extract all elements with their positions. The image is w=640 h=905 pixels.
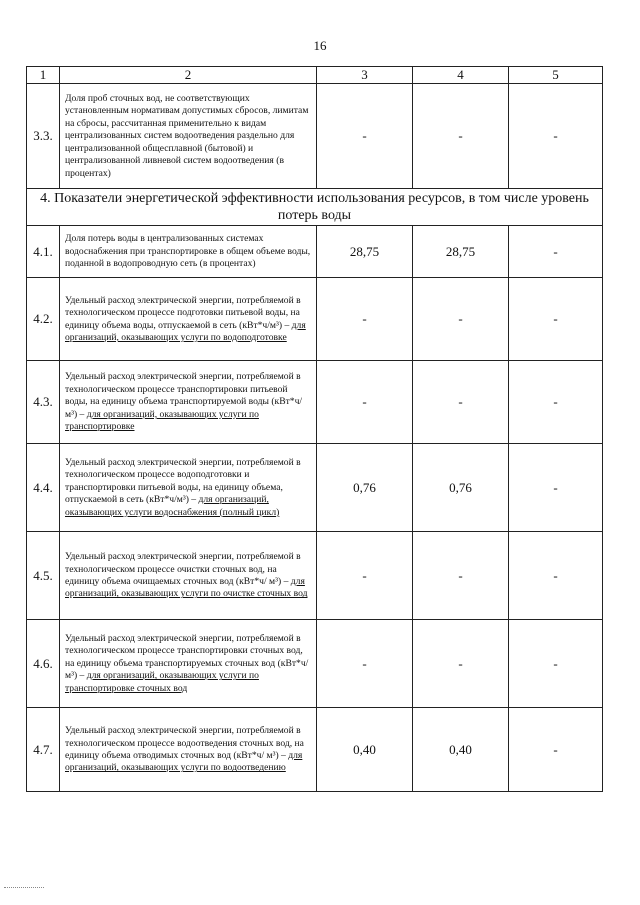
- page-mark: [4, 887, 44, 888]
- value-col-3: -: [317, 278, 413, 361]
- row-description: [60, 361, 317, 444]
- value-col-5: -: [509, 708, 603, 792]
- row-description-text: Доля потерь воды в централизованных системах водоснабжения при транспортировке в общем объеме воды, поданной в водопроводную сеть (в процентах): [65, 233, 311, 270]
- row-description-scope: для организаций, оказывающих услуги по транспортировке сточных вод: [65, 670, 259, 694]
- section-title: 4. Показатели энергетической эффективности использования ресурсов, в том числе уровень потерь воды: [27, 189, 603, 226]
- row-description-scope: для организаций, оказывающих услуги по транспортировке: [65, 408, 259, 433]
- row-number: 4.1.: [27, 226, 60, 278]
- table-row: [27, 620, 603, 708]
- table-row: [27, 226, 603, 278]
- value-col-5: -: [509, 278, 603, 361]
- value-col-4: -: [413, 532, 509, 620]
- value-col-3: -: [317, 84, 413, 189]
- value-col-5: -: [509, 532, 603, 620]
- value-col-5: -: [509, 620, 603, 708]
- row-description: [60, 278, 317, 361]
- row-description: [60, 708, 317, 792]
- value-col-5: -: [509, 361, 603, 444]
- row-number: 3.3.: [27, 84, 60, 189]
- row-description-text: Удельный расход электрической энергии, потребляемой в технологическом процессе транспортировки сточных вод, на единицу объема транспортируемых сточных вод (кВт*ч/ м³) –: [65, 632, 309, 682]
- value-col-4: -: [413, 620, 509, 708]
- row-description-scope: для организаций, оказывающих услуги водоснабжения (полный цикл): [65, 494, 280, 518]
- row-description: [60, 444, 317, 532]
- row-number: 4.7.: [27, 708, 60, 792]
- value-col-4: -: [413, 84, 509, 189]
- row-description-text: Удельный расход электрической энергии, потребляемой в технологическом процессе транспортировки питьевой воды, на единицу объема транспортируемой воды (кВт*ч/м³) –: [65, 371, 303, 420]
- row-description-scope: для организаций, оказывающих услуги по водоподготовке: [65, 319, 306, 343]
- row-number: 4.5.: [27, 532, 60, 620]
- header-col-5: 5: [509, 67, 603, 84]
- table-row: [27, 708, 603, 792]
- table-row: [27, 278, 603, 361]
- row-description-text: Доля проб сточных вод, не соответствующих установленным нормативам допустимых сбросов, лимитам на сбросы, рассчитанная применительно к видам централизованных систем водоотведения раздельно для централизованной общесплавной (бытовой) и централизованной ливневой систем водоотведения (в процентах): [65, 93, 309, 179]
- value-col-3: -: [317, 532, 413, 620]
- value-col-3: 0,40: [317, 708, 413, 792]
- row-description: [60, 84, 317, 189]
- value-col-5: -: [509, 226, 603, 278]
- table-header-row: [27, 67, 603, 84]
- header-col-4: 4: [413, 67, 509, 84]
- indicators-table: [26, 66, 603, 792]
- row-description: [60, 532, 317, 620]
- row-description-text: Удельный расход электрической энергии, потребляемой в технологическом процессе водоотведения сточных вод, на единицу объема отводимых сточных вод (кВт*ч/ м³) –: [65, 725, 304, 761]
- row-number: 4.4.: [27, 444, 60, 532]
- row-description-text: Удельный расход электрической энергии, потребляемой в технологическом процессе водоподготовки и транспортировки питьевой воды, на единицу объема, отпускаемой в сеть (кВт*ч/м³) –: [65, 456, 301, 506]
- value-col-4: 0,40: [413, 708, 509, 792]
- header-col-3: 3: [317, 67, 413, 84]
- value-col-3: 0,76: [317, 444, 413, 532]
- row-description-text: Удельный расход электрической энергии, потребляемой в технологическом процессе очистки сточных вод, на единицу объема очищаемых сточных вод (кВт*ч/ м³) –: [65, 551, 301, 587]
- section-header-row: [27, 189, 603, 226]
- row-number: 4.3.: [27, 361, 60, 444]
- header-col-1: 1: [27, 67, 60, 84]
- table-row: [27, 444, 603, 532]
- value-col-5: -: [509, 84, 603, 189]
- row-description-scope: для организаций, оказывающих услуги по водоотведению: [65, 750, 303, 774]
- row-number: 4.2.: [27, 278, 60, 361]
- value-col-3: -: [317, 361, 413, 444]
- row-description: [60, 620, 317, 708]
- value-col-3: -: [317, 620, 413, 708]
- value-col-5: -: [509, 444, 603, 532]
- table-row: [27, 84, 603, 189]
- row-number: 4.6.: [27, 620, 60, 708]
- value-col-3: 28,75: [317, 226, 413, 278]
- page-number: 16: [313, 38, 327, 53]
- header-col-2: 2: [60, 67, 317, 84]
- value-col-4: 28,75: [413, 226, 509, 278]
- value-col-4: -: [413, 278, 509, 361]
- value-col-4: 0,76: [413, 444, 509, 532]
- value-col-4: -: [413, 361, 509, 444]
- table-row: [27, 361, 603, 444]
- row-description: [60, 226, 317, 278]
- table-row: [27, 532, 603, 620]
- row-description-text: Удельный расход электрической энергии, потребляемой в технологическом процессе подготовки питьевой воды, на единицу объема воды, отпускаемой в сеть (кВт*ч/м³) –: [65, 294, 301, 331]
- row-description-scope: для организаций, оказывающих услуги по очистке сточных вод: [65, 576, 308, 600]
